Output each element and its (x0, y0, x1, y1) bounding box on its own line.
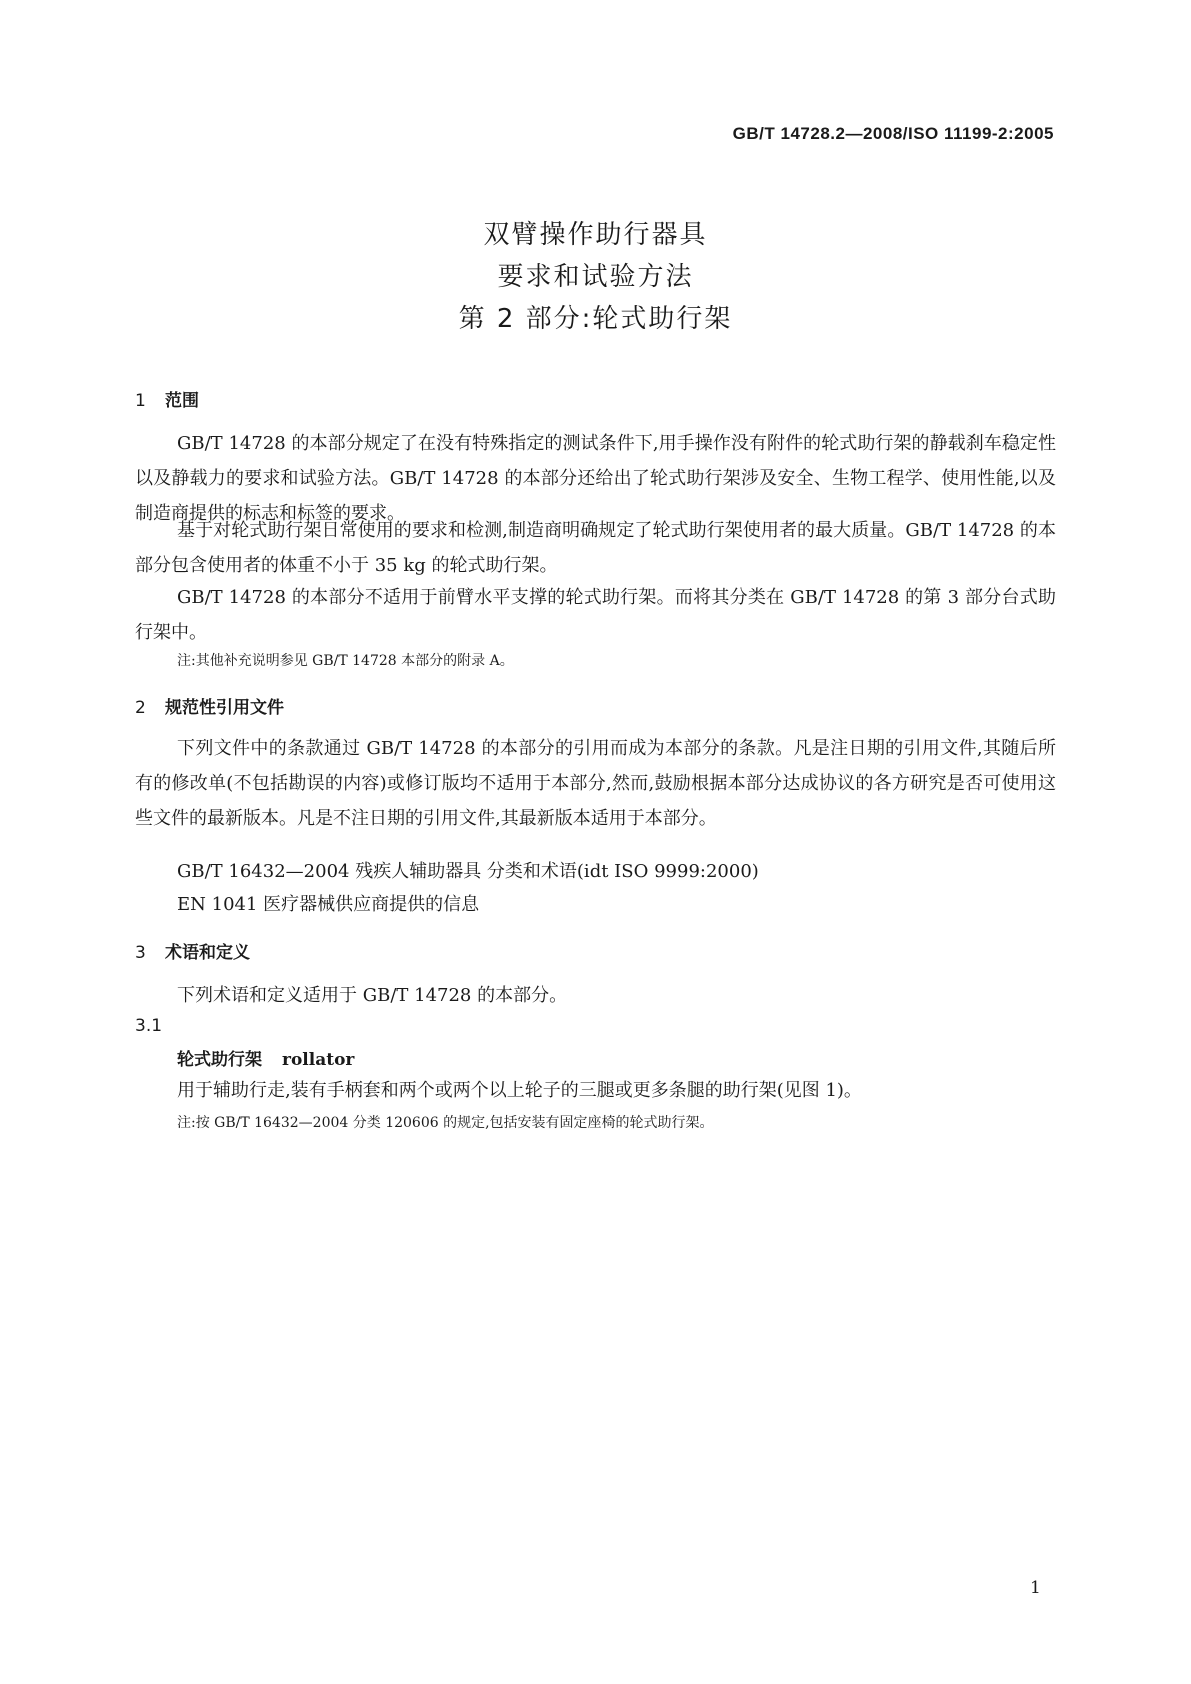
term-definition: 用于辅助行走,装有手柄套和两个或两个以上轮子的三腿或更多条腿的助行架(见图 1)。 (177, 1080, 862, 1101)
term-chinese: 轮式助行架 (177, 1050, 262, 1070)
term-english: rollator (282, 1050, 355, 1070)
reference-item: GB/T 16432—2004 残疾人辅助器具 分类和术语(idt ISO 9999:2000) (177, 861, 759, 882)
section-1-heading (135, 386, 199, 411)
term-note: 注:按 GB/T 16432—2004 分类 120606 的规定,包括安装有固定座椅的轮式助行架。 (177, 1115, 714, 1131)
scope-paragraph-3: GB/T 14728 的本部分不适用于前臂水平支撑的轮式助行架。而将其分类在 GB/T 14728 的第 3 部分台式助行架中。 (135, 587, 1056, 643)
section-number: 3 (135, 943, 146, 963)
section-2-heading (135, 693, 284, 718)
subsection-number: 3.1 (135, 1016, 163, 1036)
section-title: 规范性引用文件 (165, 698, 284, 718)
section-title: 术语和定义 (165, 943, 250, 963)
section-number: 2 (135, 698, 146, 718)
normative-refs-paragraph: 下列文件中的条款通过 GB/T 14728 的本部分的引用而成为本部分的条款。凡是注日期的引用文件,其随后所有的修改单(不包括勘误的内容)或修订版均不适用于本部分,然而,鼓励根据本部分达成协议的各方研究是否可使用这些文件的最新版本。凡是不注日期的引用文件,其最新版本适用于本部分。 (135, 738, 1056, 829)
document-title-line3: 第 2 部分:轮式助行架 (458, 304, 733, 334)
term-entry (177, 1045, 354, 1070)
section-number: 1 (135, 391, 146, 411)
document-title-line2: 要求和试验方法 (497, 262, 694, 292)
section-3-heading (135, 938, 250, 963)
terms-paragraph: 下列术语和定义适用于 GB/T 14728 的本部分。 (177, 985, 568, 1006)
standard-number: GB/T 14728.2—2008/ISO 11199-2:2005 (732, 124, 1054, 143)
reference-item: EN 1041 医疗器械供应商提供的信息 (177, 894, 480, 915)
scope-paragraph-1: GB/T 14728 的本部分规定了在没有特殊指定的测试条件下,用手操作没有附件的轮式助行架的静载刹车稳定性以及静载力的要求和试验方法。GB/T 14728 的本部分还给出了轮式助行架涉及安全、生物工程学、使用性能,以及制造商提供的标志和标签的要求。 (135, 433, 1056, 524)
scope-paragraph-2: 基于对轮式助行架日常使用的要求和检测,制造商明确规定了轮式助行架使用者的最大质量。GB/T 14728 的本部分包含使用者的体重不小于 35 kg 的轮式助行架。 (135, 520, 1056, 576)
page-number: 1 (1030, 1578, 1041, 1598)
section-title: 范围 (165, 391, 199, 411)
document-title-line1: 双臂操作助行器具 (483, 220, 708, 250)
scope-note: 注:其他补充说明参见 GB/T 14728 本部分的附录 A。 (177, 653, 514, 669)
